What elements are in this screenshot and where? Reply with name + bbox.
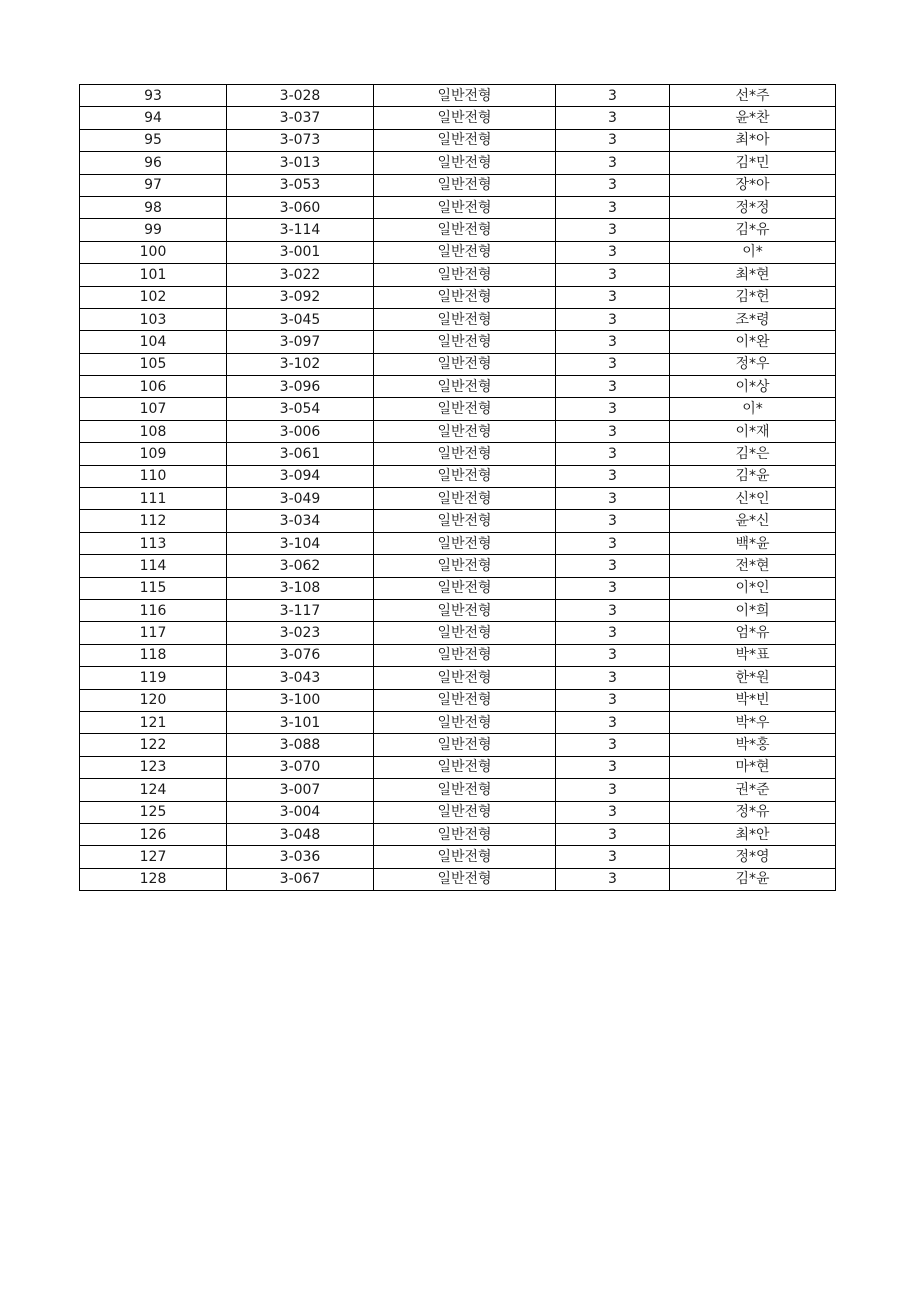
table-row xyxy=(80,196,836,218)
name-cell: 이* xyxy=(670,241,836,263)
admission-type-cell: 일반전형 xyxy=(374,846,556,868)
name-cell: 김*윤 xyxy=(670,868,836,890)
admission-type-cell: 일반전형 xyxy=(374,465,556,487)
table-row xyxy=(80,286,836,308)
admission-type-cell: 일반전형 xyxy=(374,488,556,510)
exam-number-cell: 3-036 xyxy=(227,846,374,868)
exam-number-cell: 3-006 xyxy=(227,420,374,442)
table-row xyxy=(80,308,836,330)
name-cell: 정*우 xyxy=(670,353,836,375)
table-row xyxy=(80,779,836,801)
admission-type-cell: 일반전형 xyxy=(374,667,556,689)
admission-type-cell: 일반전형 xyxy=(374,555,556,577)
admission-type-cell: 일반전형 xyxy=(374,711,556,733)
exam-number-cell: 3-045 xyxy=(227,308,374,330)
rank-cell: 109 xyxy=(80,443,227,465)
table-row xyxy=(80,868,836,890)
table-row xyxy=(80,689,836,711)
name-cell: 이*상 xyxy=(670,376,836,398)
grade-cell: 3 xyxy=(556,353,670,375)
rank-cell: 96 xyxy=(80,152,227,174)
grade-cell: 3 xyxy=(556,667,670,689)
table-row xyxy=(80,465,836,487)
table-row xyxy=(80,353,836,375)
exam-number-cell: 3-013 xyxy=(227,152,374,174)
rank-cell: 116 xyxy=(80,599,227,621)
rank-cell: 99 xyxy=(80,219,227,241)
grade-cell: 3 xyxy=(556,241,670,263)
grade-cell: 3 xyxy=(556,823,670,845)
grade-cell: 3 xyxy=(556,734,670,756)
name-cell: 윤*찬 xyxy=(670,107,836,129)
exam-number-cell: 3-043 xyxy=(227,667,374,689)
admission-type-cell: 일반전형 xyxy=(374,85,556,107)
name-cell: 김*은 xyxy=(670,443,836,465)
table-row xyxy=(80,577,836,599)
name-cell: 최*안 xyxy=(670,823,836,845)
grade-cell: 3 xyxy=(556,420,670,442)
exam-number-cell: 3-001 xyxy=(227,241,374,263)
admission-type-cell: 일반전형 xyxy=(374,756,556,778)
grade-cell: 3 xyxy=(556,443,670,465)
table-row xyxy=(80,555,836,577)
exam-number-cell: 3-049 xyxy=(227,488,374,510)
rank-cell: 107 xyxy=(80,398,227,420)
admission-type-cell: 일반전형 xyxy=(374,196,556,218)
exam-number-cell: 3-060 xyxy=(227,196,374,218)
exam-number-cell: 3-037 xyxy=(227,107,374,129)
grade-cell: 3 xyxy=(556,286,670,308)
grade-cell: 3 xyxy=(556,219,670,241)
name-cell: 마*현 xyxy=(670,756,836,778)
admission-type-cell: 일반전형 xyxy=(374,689,556,711)
exam-number-cell: 3-117 xyxy=(227,599,374,621)
rank-cell: 126 xyxy=(80,823,227,845)
table-row xyxy=(80,510,836,532)
admission-type-cell: 일반전형 xyxy=(374,331,556,353)
admission-type-cell: 일반전형 xyxy=(374,241,556,263)
table-row xyxy=(80,174,836,196)
rank-cell: 94 xyxy=(80,107,227,129)
grade-cell: 3 xyxy=(556,644,670,666)
name-cell: 신*인 xyxy=(670,488,836,510)
admission-type-cell: 일반전형 xyxy=(374,152,556,174)
rank-cell: 120 xyxy=(80,689,227,711)
rank-cell: 122 xyxy=(80,734,227,756)
admission-type-cell: 일반전형 xyxy=(374,577,556,599)
table-row xyxy=(80,801,836,823)
exam-number-cell: 3-108 xyxy=(227,577,374,599)
grade-cell: 3 xyxy=(556,398,670,420)
table-row xyxy=(80,129,836,151)
grade-cell: 3 xyxy=(556,376,670,398)
exam-number-cell: 3-092 xyxy=(227,286,374,308)
rank-cell: 108 xyxy=(80,420,227,442)
grade-cell: 3 xyxy=(556,599,670,621)
rank-cell: 95 xyxy=(80,129,227,151)
admission-type-cell: 일반전형 xyxy=(374,823,556,845)
grade-cell: 3 xyxy=(556,689,670,711)
exam-number-cell: 3-007 xyxy=(227,779,374,801)
table-row xyxy=(80,488,836,510)
admission-type-cell: 일반전형 xyxy=(374,308,556,330)
rank-cell: 106 xyxy=(80,376,227,398)
grade-cell: 3 xyxy=(556,622,670,644)
exam-number-cell: 3-101 xyxy=(227,711,374,733)
grade-cell: 3 xyxy=(556,129,670,151)
rank-cell: 115 xyxy=(80,577,227,599)
exam-number-cell: 3-061 xyxy=(227,443,374,465)
results-table xyxy=(79,84,836,891)
grade-cell: 3 xyxy=(556,577,670,599)
admission-type-cell: 일반전형 xyxy=(374,510,556,532)
exam-number-cell: 3-073 xyxy=(227,129,374,151)
grade-cell: 3 xyxy=(556,107,670,129)
name-cell: 장*아 xyxy=(670,174,836,196)
exam-number-cell: 3-023 xyxy=(227,622,374,644)
rank-cell: 104 xyxy=(80,331,227,353)
name-cell: 박*빈 xyxy=(670,689,836,711)
rank-cell: 98 xyxy=(80,196,227,218)
table-row xyxy=(80,599,836,621)
admission-type-cell: 일반전형 xyxy=(374,174,556,196)
name-cell: 이*재 xyxy=(670,420,836,442)
grade-cell: 3 xyxy=(556,555,670,577)
rank-cell: 97 xyxy=(80,174,227,196)
table-row xyxy=(80,241,836,263)
exam-number-cell: 3-104 xyxy=(227,532,374,554)
admission-type-cell: 일반전형 xyxy=(374,420,556,442)
name-cell: 이* xyxy=(670,398,836,420)
name-cell: 선*주 xyxy=(670,85,836,107)
rank-cell: 125 xyxy=(80,801,227,823)
grade-cell: 3 xyxy=(556,152,670,174)
exam-number-cell: 3-070 xyxy=(227,756,374,778)
table-row xyxy=(80,756,836,778)
table-row xyxy=(80,420,836,442)
admission-type-cell: 일반전형 xyxy=(374,286,556,308)
rank-cell: 127 xyxy=(80,846,227,868)
exam-number-cell: 3-004 xyxy=(227,801,374,823)
name-cell: 박*표 xyxy=(670,644,836,666)
exam-number-cell: 3-094 xyxy=(227,465,374,487)
table-row xyxy=(80,376,836,398)
rank-cell: 110 xyxy=(80,465,227,487)
grade-cell: 3 xyxy=(556,264,670,286)
exam-number-cell: 3-048 xyxy=(227,823,374,845)
rank-cell: 118 xyxy=(80,644,227,666)
name-cell: 엄*유 xyxy=(670,622,836,644)
rank-cell: 114 xyxy=(80,555,227,577)
admission-type-cell: 일반전형 xyxy=(374,868,556,890)
grade-cell: 3 xyxy=(556,488,670,510)
table-row xyxy=(80,85,836,107)
name-cell: 정*유 xyxy=(670,801,836,823)
admission-type-cell: 일반전형 xyxy=(374,599,556,621)
admission-type-cell: 일반전형 xyxy=(374,443,556,465)
rank-cell: 112 xyxy=(80,510,227,532)
name-cell: 이*희 xyxy=(670,599,836,621)
table-row xyxy=(80,734,836,756)
admission-type-cell: 일반전형 xyxy=(374,734,556,756)
exam-number-cell: 3-096 xyxy=(227,376,374,398)
table-row xyxy=(80,667,836,689)
table-row xyxy=(80,264,836,286)
admission-type-cell: 일반전형 xyxy=(374,398,556,420)
grade-cell: 3 xyxy=(556,779,670,801)
admission-type-cell: 일반전형 xyxy=(374,107,556,129)
admission-type-cell: 일반전형 xyxy=(374,376,556,398)
admission-type-cell: 일반전형 xyxy=(374,644,556,666)
grade-cell: 3 xyxy=(556,532,670,554)
rank-cell: 124 xyxy=(80,779,227,801)
table-row xyxy=(80,152,836,174)
exam-number-cell: 3-076 xyxy=(227,644,374,666)
exam-number-cell: 3-022 xyxy=(227,264,374,286)
table-row xyxy=(80,846,836,868)
exam-number-cell: 3-053 xyxy=(227,174,374,196)
name-cell: 김*윤 xyxy=(670,465,836,487)
name-cell: 백*윤 xyxy=(670,532,836,554)
grade-cell: 3 xyxy=(556,711,670,733)
rank-cell: 105 xyxy=(80,353,227,375)
grade-cell: 3 xyxy=(556,196,670,218)
admission-type-cell: 일반전형 xyxy=(374,801,556,823)
name-cell: 김*민 xyxy=(670,152,836,174)
grade-cell: 3 xyxy=(556,85,670,107)
rank-cell: 111 xyxy=(80,488,227,510)
table-row xyxy=(80,622,836,644)
name-cell: 한*원 xyxy=(670,667,836,689)
table-row xyxy=(80,644,836,666)
name-cell: 권*준 xyxy=(670,779,836,801)
grade-cell: 3 xyxy=(556,308,670,330)
name-cell: 최*현 xyxy=(670,264,836,286)
table-row xyxy=(80,107,836,129)
exam-number-cell: 3-028 xyxy=(227,85,374,107)
grade-cell: 3 xyxy=(556,846,670,868)
table-row xyxy=(80,823,836,845)
exam-number-cell: 3-062 xyxy=(227,555,374,577)
rank-cell: 121 xyxy=(80,711,227,733)
rank-cell: 119 xyxy=(80,667,227,689)
admission-type-cell: 일반전형 xyxy=(374,219,556,241)
admission-type-cell: 일반전형 xyxy=(374,532,556,554)
table-row xyxy=(80,331,836,353)
name-cell: 조*령 xyxy=(670,308,836,330)
rank-cell: 117 xyxy=(80,622,227,644)
grade-cell: 3 xyxy=(556,510,670,532)
name-cell: 박*우 xyxy=(670,711,836,733)
rank-cell: 102 xyxy=(80,286,227,308)
grade-cell: 3 xyxy=(556,756,670,778)
name-cell: 전*현 xyxy=(670,555,836,577)
rank-cell: 100 xyxy=(80,241,227,263)
grade-cell: 3 xyxy=(556,868,670,890)
rank-cell: 93 xyxy=(80,85,227,107)
grade-cell: 3 xyxy=(556,465,670,487)
rank-cell: 123 xyxy=(80,756,227,778)
table-row xyxy=(80,443,836,465)
admission-type-cell: 일반전형 xyxy=(374,264,556,286)
grade-cell: 3 xyxy=(556,174,670,196)
exam-number-cell: 3-097 xyxy=(227,331,374,353)
table-row xyxy=(80,532,836,554)
results-table-body xyxy=(80,85,836,891)
exam-number-cell: 3-102 xyxy=(227,353,374,375)
name-cell: 윤*신 xyxy=(670,510,836,532)
name-cell: 최*아 xyxy=(670,129,836,151)
table-row xyxy=(80,398,836,420)
rank-cell: 113 xyxy=(80,532,227,554)
rank-cell: 128 xyxy=(80,868,227,890)
table-row xyxy=(80,219,836,241)
name-cell: 정*정 xyxy=(670,196,836,218)
rank-cell: 101 xyxy=(80,264,227,286)
name-cell: 정*영 xyxy=(670,846,836,868)
name-cell: 이*완 xyxy=(670,331,836,353)
table-row xyxy=(80,711,836,733)
exam-number-cell: 3-114 xyxy=(227,219,374,241)
name-cell: 김*유 xyxy=(670,219,836,241)
name-cell: 박*홍 xyxy=(670,734,836,756)
exam-number-cell: 3-100 xyxy=(227,689,374,711)
exam-number-cell: 3-067 xyxy=(227,868,374,890)
exam-number-cell: 3-034 xyxy=(227,510,374,532)
exam-number-cell: 3-054 xyxy=(227,398,374,420)
rank-cell: 103 xyxy=(80,308,227,330)
name-cell: 이*인 xyxy=(670,577,836,599)
admission-type-cell: 일반전형 xyxy=(374,779,556,801)
admission-type-cell: 일반전형 xyxy=(374,129,556,151)
name-cell: 김*헌 xyxy=(670,286,836,308)
grade-cell: 3 xyxy=(556,801,670,823)
admission-type-cell: 일반전형 xyxy=(374,353,556,375)
grade-cell: 3 xyxy=(556,331,670,353)
exam-number-cell: 3-088 xyxy=(227,734,374,756)
admission-type-cell: 일반전형 xyxy=(374,622,556,644)
